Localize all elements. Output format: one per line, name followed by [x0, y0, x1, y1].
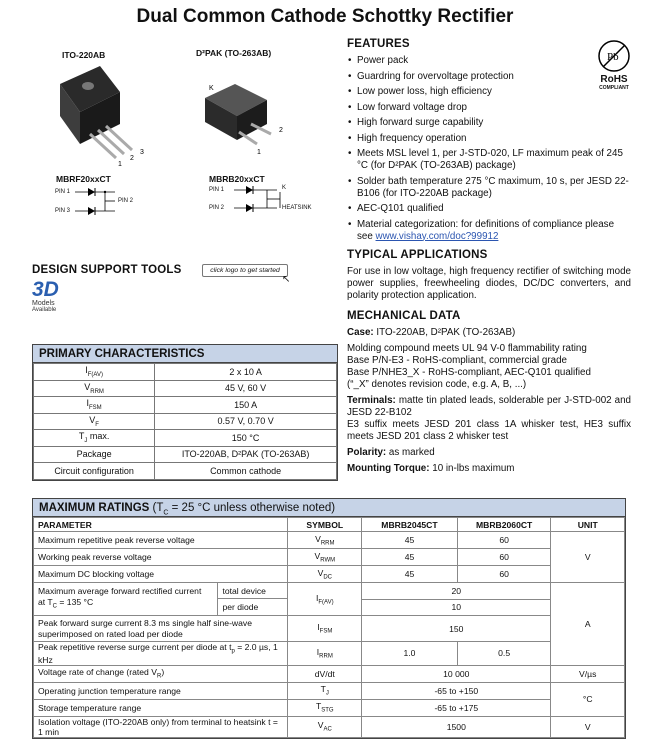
table-row [34, 364, 337, 381]
table-row: Maximum average forward rectified current at $T_C = 135$ °C total device per diode $I_{F(AV)}$ 20 A [34, 583, 625, 600]
table-row: Working peak reverse voltage $V_{RWM}$ 45 60 [34, 549, 625, 566]
d2pak-pin-2-label: 2 [279, 127, 283, 134]
mbrb-pin2-label: PIN 2 [209, 205, 225, 211]
mbrf-pin1-label: PIN 1 [55, 189, 71, 195]
get-started-label: click logo to get started [210, 267, 280, 274]
primary-value: 45 V, 60 V [155, 380, 337, 397]
3d-logo-available: Available [32, 307, 57, 313]
ito-pin-2-label: 2 [130, 155, 134, 162]
table-row: Peak repetitive reverse surge current per diode at $t_p = 2.0$ µs, 1 kHz $I_{RRM}$ 1.0 0.5 [34, 642, 625, 666]
feature-item: • High forward surge capability [347, 117, 631, 129]
table-row [34, 380, 337, 397]
typical-applications-text: For use in low voltage, high frequency rectifier of switching mode power supplies, freewheeling diodes, DC/DC converters, and polarity protection application. [347, 266, 631, 301]
primary-value: 0.57 V, 0.70 V [155, 413, 337, 430]
maximum-ratings-heading: MAXIMUM RATINGS ($T_C = 25$ °C unless otherwise noted) [33, 499, 625, 517]
primary-characteristics-table [32, 344, 338, 481]
terminals-line: Terminals: matte tin plated leads, solderable per J-STD-002 and JESD 22-B102 [347, 395, 631, 418]
cursor-icon: ↖ [282, 274, 291, 285]
base-line-2: Base P/NHE3_X - RoHS-compliant, AEC-Q101 qualified [347, 367, 591, 378]
primary-value: 150 A [155, 397, 337, 414]
col-mbrb2045ct: MBRB2045CT [362, 518, 458, 532]
feature-item: • Low forward voltage drop [347, 102, 631, 114]
primary-value: Common cathode [155, 463, 337, 480]
table-row: Peak forward surge current 8.3 ms single half sine-wave superimposed on rated load per diode $I_{FSM}$ 150 [34, 616, 625, 642]
ito-pin-3-label: 3 [140, 149, 144, 156]
table-row: Maximum repetitive peak reverse voltage $V_{RRM}$ 45 60 V [34, 532, 625, 549]
feature-item: • Solder bath temperature 275 °C maximum, 10 s, per JESD 22-B106 (for ITO-220AB package) [347, 176, 631, 200]
table-row: Operating junction temperature range $T_J$ -65 to +150 °C [34, 682, 625, 699]
case-line: Case: ITO-220AB, D²PAK (TO-263AB) [347, 327, 516, 338]
mbrb-k-label: K [282, 185, 287, 191]
primary-value: ITO-220AB, D²PAK (TO-263AB) [155, 446, 337, 463]
col-unit: UNIT [551, 518, 625, 532]
base-line-3: (“_X” denotes revision code, e.g. A, B, ...) [347, 379, 527, 390]
document-title: Dual Common Cathode Schottky Rectifier [136, 6, 514, 27]
3d-logo-text: 3D [32, 278, 59, 301]
table-row: Storage temperature range $T_{STG}$ -65 to +175 [34, 699, 625, 716]
table-row [34, 463, 337, 480]
d2pak-label: D²PAK (TO-263AB) [196, 48, 272, 58]
design-support-heading: DESIGN SUPPORT TOOLS [32, 264, 182, 276]
mbrb-pin1-label: PIN 1 [209, 187, 225, 193]
table-row [34, 446, 337, 463]
col-symbol: SYMBOL [288, 518, 362, 532]
primary-param: Package [34, 446, 155, 463]
feature-item: • AEC-Q101 qualified [347, 203, 631, 215]
mbrb-schematic [222, 182, 322, 222]
mbrf-pin3-label: PIN 3 [55, 208, 71, 214]
table-header-row [34, 518, 625, 532]
polarity-line: Polarity: as marked [347, 447, 435, 458]
3d-models-logo[interactable] [32, 280, 59, 313]
ito-pin-1-label: 1 [118, 161, 122, 168]
molding-line: Molding compound meets UL 94 V-0 flammability rating [347, 343, 587, 354]
maximum-ratings-table [32, 498, 626, 739]
features-list [347, 55, 631, 246]
feature-item: • Low power loss, high efficiency [347, 86, 631, 98]
3d-logo-models: Models [32, 300, 55, 307]
d2pak-pin-1-label: 1 [257, 149, 261, 156]
table-row: Voltage rate of change (rated $V_R$) dV/dt 10 000 V/µs [34, 665, 625, 682]
svg-text:Pb: Pb [607, 51, 619, 63]
ito220ab-package-image [40, 62, 160, 172]
mbrb-heatsink-label: HEATSINK [282, 205, 312, 211]
table-row: Isolation voltage (ITO-220AB only) from terminal to heatsink t = 1 min $V_{AC}$ 1500 V [34, 716, 625, 737]
primary-param: $V_{RRM}$ [34, 380, 155, 397]
primary-param: $I_{F(AV)}$ [34, 364, 155, 381]
primary-param: Circuit configuration [34, 463, 155, 480]
col-parameter: PARAMETER [34, 518, 288, 532]
feature-item: • Meets MSL level 1, per J-STD-020, LF maximum peak of 245 °C (for D²PAK (TO-263AB) package) [347, 148, 631, 172]
ito220ab-label: ITO-220AB [62, 50, 106, 60]
table-row [34, 430, 337, 447]
primary-param: $V_F$ [34, 413, 155, 430]
primary-value: 2 x 10 A [155, 364, 337, 381]
mechanical-data-body [347, 327, 631, 475]
vishay-doc-link[interactable]: www.vishay.com/doc?99912 [375, 230, 499, 242]
get-started-button[interactable] [202, 264, 288, 277]
primary-param: $T_J$ max. [34, 430, 155, 447]
table-row: Maximum DC blocking voltage $V_{DC}$ 45 60 [34, 566, 625, 583]
col-mbrb2060ct: MBRB2060CT [457, 518, 551, 532]
mechanical-data-heading: MECHANICAL DATA [347, 310, 461, 322]
primary-value: 150 °C [155, 430, 337, 447]
primary-characteristics-heading: PRIMARY CHARACTERISTICS [33, 345, 337, 363]
torque-line: Mounting Torque: 10 in-lbs maximum [347, 463, 515, 474]
feature-item: • Guardring for overvoltage protection [347, 71, 631, 83]
d2pak-package-image [195, 78, 295, 158]
typical-applications-heading: TYPICAL APPLICATIONS [347, 249, 488, 261]
whisker-line: E3 suffix meets JESD 201 class 1A whisker test, HE3 suffix meets JESD 201 class 2 whisker test [347, 419, 631, 442]
mbrf-pin2-label: PIN 2 [118, 198, 134, 204]
mbrb-label: MBRB20xxCT [209, 174, 265, 184]
base-line-1: Base P/N-E3 - RoHS-compliant, commercial grade [347, 355, 567, 366]
table-row [34, 397, 337, 414]
table-row: 10 [34, 599, 625, 616]
feature-item-material: • Material categorization: for definitions of compliance please see www.vishay.com/doc?99912 [347, 219, 631, 243]
feature-item: • High frequency operation [347, 133, 631, 145]
features-heading: FEATURES [347, 38, 410, 50]
feature-item: • Power pack [347, 55, 631, 67]
primary-param: $I_{FSM}$ [34, 397, 155, 414]
rohs-compliant: COMPLIANT [599, 85, 629, 91]
d2pak-k-label: K [209, 85, 214, 92]
mbrf-label: MBRF20xxCT [56, 174, 111, 184]
rohs-label: RoHS [600, 74, 628, 85]
table-row [34, 413, 337, 430]
